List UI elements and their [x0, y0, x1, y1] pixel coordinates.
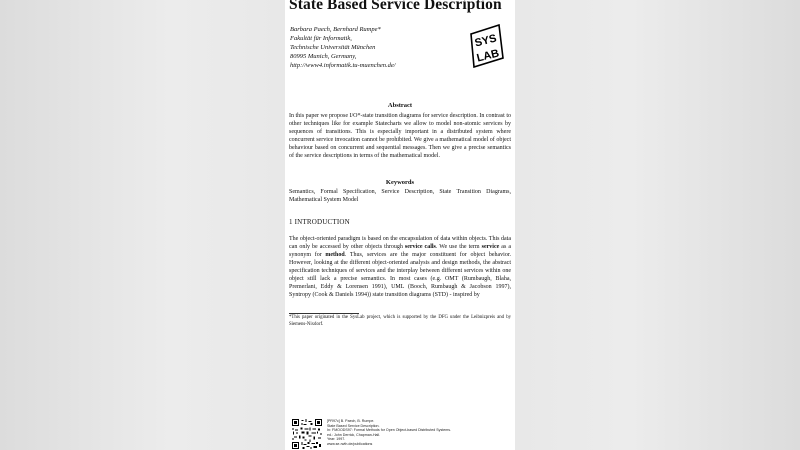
keywords-heading: Keywords: [385, 179, 415, 186]
author-university: Technische Universität München: [290, 44, 376, 51]
abstract-text: In this paper we propose I/O*-state transition diagrams for service description. In contrast to other techniques like for example Statecharts we allow to model non-atomic services by sequences of transitions. This is especially important in a distributed system where concurrent service invocation cannot be prohibited. We give a mathematical model of object behaviour based on concurrent and sequential messages. Then we give a precise semantics of the service descriptions in terms of the mathematical model.: [289, 113, 511, 160]
citation-block: [327, 419, 512, 447]
paper-page: [285, 0, 515, 450]
blurred-background-right: [515, 0, 800, 450]
logo-text-bottom: LAB: [475, 47, 501, 65]
author-url: http://www4.informatik.tu-muenchen.de/: [290, 62, 396, 69]
citation-line: [PR97c] B. Paech, B. Rumpe.: [327, 419, 375, 423]
syslab-logo: [469, 24, 505, 68]
intro-text-part: . Thus, services are the major constituent for object behavior. However, looking at the different object-oriented analysis and design methods, the abstract specification techniques of services and the interplay between different services within one object still lack a precise semantics. In most cases (e.g. OMT (Rumbaugh, Blaha, Premerlani, Eddy & Lorensen 1991), UML (Booch, Rumbaugh & Jacobson 1997), Syntropy (Cook & Daniels 1994)) state transition diagrams (STD) - inspired by: [289, 252, 511, 299]
term-method: method: [325, 252, 345, 259]
term-service: service: [481, 244, 500, 251]
introduction-text: [289, 235, 511, 299]
citation-link[interactable]: www.se-rwth.de/publications: [327, 441, 373, 446]
intro-text-part: as a synonym for: [289, 244, 511, 259]
term-service-calls: service calls: [404, 244, 436, 251]
citation-line: In: FMOODS97: Formal Methods for Open Object-based Distributed Systems.: [327, 428, 452, 433]
citation-line: Year: 1997.: [327, 437, 346, 442]
keywords-text: Semantics, Formal Specification, Service Description, State Transition Diagrams, Mathematical System Model: [289, 189, 511, 204]
section-heading-introduction: 1 INTRODUCTION: [289, 218, 350, 226]
logo-text-top: SYS: [473, 32, 498, 50]
author-faculty: Fakultät für Informatik,: [290, 35, 352, 42]
footnote-rule: [289, 313, 359, 314]
paper-title: State Based Service Description: [289, 0, 502, 13]
citation-line: ed.: John Derrick, Chapman-Hall.: [327, 432, 381, 437]
qr-code: [292, 419, 322, 449]
abstract-heading: Abstract: [387, 102, 413, 109]
intro-text-part: The object-oriented paradigm is based on the encapsulation of data within objects. This data can only be accessed by other objects through: [289, 236, 511, 251]
footnote: *This paper originated in the SysLab project, which is supported by the DFG under the Leibnizpreis and by Siemens-Nixdorf.: [289, 315, 511, 327]
author-block: [290, 25, 465, 70]
author-names: Barbara Paech, Bernhard Rumpe*: [290, 26, 381, 33]
citation-line: State Based Service Description.: [327, 423, 380, 428]
author-address: 80995 Munich, Germany,: [290, 53, 357, 60]
blurred-background-left: [0, 0, 285, 450]
intro-text-part: . We use the term: [435, 244, 482, 251]
